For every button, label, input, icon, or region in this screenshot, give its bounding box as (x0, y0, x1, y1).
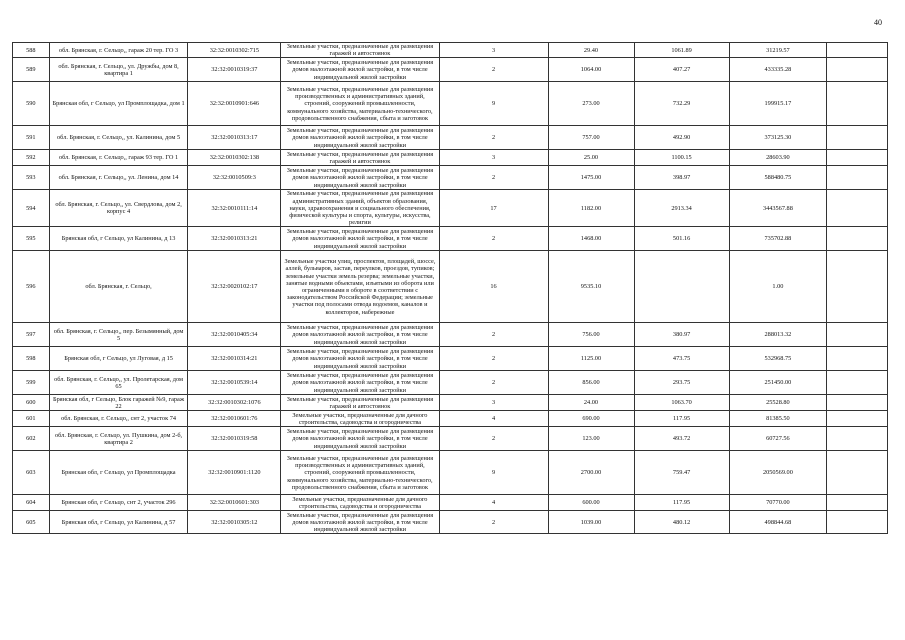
cadastral-number-cell: 32:32:0010302:138 (188, 150, 281, 166)
address-cell: обл. Брянская, г. Сельцо,, ул. Свердлова, дом 2, корпус 4 (49, 190, 188, 227)
address-cell: Брянская обл, г Сельцо, ул Калинина, д 13 (49, 227, 188, 251)
land-use-cell: Земельные участки, предназначенные для размещения домов малоэтажной жилой застройки, в том числе индивидуальной жилой застройки (281, 58, 439, 82)
group-cell: 2 (439, 347, 548, 371)
cadastral-value-cell: 3443567.88 (729, 190, 826, 227)
blank-cell (827, 82, 888, 126)
rate-cell: 759.47 (634, 451, 729, 495)
group-cell: 4 (439, 495, 548, 511)
area-cell: 690.00 (548, 411, 634, 427)
address-cell: Брянская обл, г Сельцо, ул Промплощадка (49, 451, 188, 495)
rate-cell: 1061.89 (634, 43, 729, 58)
row-number-cell: 589 (13, 58, 50, 82)
address-cell: обл. Брянская, г. Сельцо,, пер. Безымянный, дом 5 (49, 323, 188, 347)
group-cell: 17 (439, 190, 548, 227)
area-cell: 756.00 (548, 323, 634, 347)
table-row (13, 166, 888, 190)
land-use-cell: Земельные участки, предназначенные для дачного строительства, садоводства и огородничества (281, 495, 439, 511)
cadastral-number-cell: 32:32:0010901:1120 (188, 451, 281, 495)
area-cell: 600.00 (548, 495, 634, 511)
table-row (13, 395, 888, 411)
group-cell: 9 (439, 82, 548, 126)
area-cell: 856.00 (548, 371, 634, 395)
address-cell: Брянская обл, г Сельцо, ул Промплощадка, дом 1 (49, 82, 188, 126)
blank-cell (827, 347, 888, 371)
table-row (13, 347, 888, 371)
cadastral-value-cell: 433335.28 (729, 58, 826, 82)
table-row (13, 427, 888, 451)
land-use-cell: Земельные участки, предназначенные для размещения домов малоэтажной жилой застройки, в том числе индивидуальной жилой застройки (281, 323, 439, 347)
cadastral-value-cell: 735702.88 (729, 227, 826, 251)
address-cell: Брянская обл, г Сельцо, ул Луговая, д 15 (49, 347, 188, 371)
blank-cell (827, 495, 888, 511)
group-cell: 2 (439, 371, 548, 395)
land-use-cell: Земельные участки, предназначенные для размещения производственных и административных зданий, строений, сооружений промышленности, коммунального хозяйства, материально-технического, продовольственного снабжения, сбыта и заготовок (281, 451, 439, 495)
blank-cell (827, 371, 888, 395)
table-row (13, 150, 888, 166)
area-cell: 273.00 (548, 82, 634, 126)
address-cell: обл. Брянская, г. Сельцо,, гараж 93 тер. ГО 1 (49, 150, 188, 166)
cadastral-value-cell: 81385.50 (729, 411, 826, 427)
land-use-cell: Земельные участки, предназначенные для размещения гаражей и автостоянок (281, 150, 439, 166)
rate-cell: 473.75 (634, 347, 729, 371)
row-number-cell: 598 (13, 347, 50, 371)
table-row (13, 58, 888, 82)
blank-cell (827, 511, 888, 534)
land-use-cell: Земельные участки, предназначенные для размещения производственных и административных зданий, строений, сооружений промышленности, коммунального хозяйства, материально-технического, продовольственного снабжения, сбыта и заготовок (281, 82, 439, 126)
cadastral-value-cell: 288013.32 (729, 323, 826, 347)
blank-cell (827, 251, 888, 323)
table-row (13, 227, 888, 251)
row-number-cell: 601 (13, 411, 50, 427)
rate-cell: 501.16 (634, 227, 729, 251)
group-cell: 4 (439, 411, 548, 427)
row-number-cell: 602 (13, 427, 50, 451)
area-cell: 1468.00 (548, 227, 634, 251)
rate-cell: 380.97 (634, 323, 729, 347)
cadastral-value-cell: 28603.90 (729, 150, 826, 166)
page-number: 40 (874, 18, 882, 27)
cadastral-value-cell: 70770.00 (729, 495, 826, 511)
area-cell: 1039.00 (548, 511, 634, 534)
row-number-cell: 594 (13, 190, 50, 227)
area-cell: 123.00 (548, 427, 634, 451)
cadastral-number-cell: 32:32:0010319:37 (188, 58, 281, 82)
blank-cell (827, 166, 888, 190)
area-cell: 25.00 (548, 150, 634, 166)
cadastral-number-cell: 32:32:0010305:12 (188, 511, 281, 534)
rate-cell: 2913.34 (634, 190, 729, 227)
rate-cell: 407.27 (634, 58, 729, 82)
address-cell: Брянская обл, г Сельцо, снт 2, участок 296 (49, 495, 188, 511)
cadastral-number-cell: 32:32:0010601:76 (188, 411, 281, 427)
group-cell: 9 (439, 451, 548, 495)
cadastral-number-cell: 32:32:0010319:58 (188, 427, 281, 451)
address-cell: обл. Брянская, г. Сельцо,, ул. Ленина, дом 14 (49, 166, 188, 190)
table-row (13, 251, 888, 323)
cadastral-value-cell: 498844.68 (729, 511, 826, 534)
cadastral-value-cell: 532968.75 (729, 347, 826, 371)
table-row (13, 495, 888, 511)
land-use-cell: Земельные участки, предназначенные для размещения домов малоэтажной жилой застройки, в том числе индивидуальной жилой застройки (281, 166, 439, 190)
rate-cell: 1100.15 (634, 150, 729, 166)
cadastral-value-table (12, 42, 888, 534)
row-number-cell: 597 (13, 323, 50, 347)
group-cell: 16 (439, 251, 548, 323)
area-cell: 24.00 (548, 395, 634, 411)
land-use-cell: Земельные участки, предназначенные для дачного строительства, садоводства и огородничества (281, 411, 439, 427)
cadastral-value-cell: 60727.56 (729, 427, 826, 451)
rate-cell: 492.90 (634, 126, 729, 150)
land-use-cell: Земельные участки, предназначенные для размещения административных зданий, объектов образования, науки, здравоохранения и социального обеспечения, физической культуры и спорта, культуры, искусства, религии (281, 190, 439, 227)
table-row (13, 451, 888, 495)
area-cell: 9535.10 (548, 251, 634, 323)
cadastral-value-cell: 25528.80 (729, 395, 826, 411)
address-cell: Брянская обл, г Сельцо, Блок гаражей №9, гараж 22 (49, 395, 188, 411)
blank-cell (827, 58, 888, 82)
blank-cell (827, 411, 888, 427)
blank-cell (827, 190, 888, 227)
cadastral-number-cell: 32:32:0010111:14 (188, 190, 281, 227)
group-cell: 3 (439, 395, 548, 411)
row-number-cell: 595 (13, 227, 50, 251)
row-number-cell: 599 (13, 371, 50, 395)
table-row (13, 43, 888, 58)
area-cell: 757.00 (548, 126, 634, 150)
rate-cell: 732.29 (634, 82, 729, 126)
table-row (13, 323, 888, 347)
area-cell: 1475.00 (548, 166, 634, 190)
land-use-cell: Земельные участки улиц, проспектов, площадей, шоссе, аллей, бульваров, застав, переулков, проездов, тупиков; земельные участки земель резерва; земельные участки, занятые водными объектами, изъятыми из оборота или ограниченными в обороте в соответствии с законодательством Российской Федерации; земельные участки под полосами отвода водоемов, каналов и коллекторов, набережные (281, 251, 439, 323)
address-cell: обл. Брянская, г. Сельцо, ул. Пушкина, дом 2-б, квартира 2 (49, 427, 188, 451)
group-cell: 2 (439, 511, 548, 534)
table-row (13, 371, 888, 395)
row-number-cell: 604 (13, 495, 50, 511)
blank-cell (827, 451, 888, 495)
rate-cell: 1063.70 (634, 395, 729, 411)
group-cell: 3 (439, 43, 548, 58)
cadastral-number-cell: 32:32:0010901:646 (188, 82, 281, 126)
area-cell: 1182.00 (548, 190, 634, 227)
rate-cell: 117.95 (634, 411, 729, 427)
cadastral-value-cell: 199915.17 (729, 82, 826, 126)
group-cell: 2 (439, 323, 548, 347)
rate-cell: 293.75 (634, 371, 729, 395)
cadastral-number-cell: 32:32:0010601:303 (188, 495, 281, 511)
area-cell: 2700.00 (548, 451, 634, 495)
group-cell: 2 (439, 126, 548, 150)
row-number-cell: 591 (13, 126, 50, 150)
cadastral-value-cell: 588480.75 (729, 166, 826, 190)
row-number-cell: 605 (13, 511, 50, 534)
row-number-cell: 603 (13, 451, 50, 495)
group-cell: 2 (439, 58, 548, 82)
group-cell: 3 (439, 150, 548, 166)
group-cell: 2 (439, 427, 548, 451)
row-number-cell: 593 (13, 166, 50, 190)
rate-cell: 480.12 (634, 511, 729, 534)
table-row (13, 82, 888, 126)
blank-cell (827, 150, 888, 166)
rate-cell (634, 251, 729, 323)
cadastral-number-cell: 32:32:0010302:1076 (188, 395, 281, 411)
rate-cell: 398.97 (634, 166, 729, 190)
blank-cell (827, 126, 888, 150)
cadastral-number-cell: 32:32:0010539:14 (188, 371, 281, 395)
land-use-cell: Земельные участки, предназначенные для размещения гаражей и автостоянок (281, 43, 439, 58)
table-row (13, 511, 888, 534)
cadastral-value-cell: 1.00 (729, 251, 826, 323)
address-cell: обл. Брянская, г. Сельцо,, ул. Пролетарская, дом 65 (49, 371, 188, 395)
row-number-cell: 600 (13, 395, 50, 411)
table-row (13, 411, 888, 427)
land-use-cell: Земельные участки, предназначенные для размещения домов малоэтажной жилой застройки, в том числе индивидуальной жилой застройки (281, 227, 439, 251)
land-use-cell: Земельные участки, предназначенные для размещения домов малоэтажной жилой застройки, в том числе индивидуальной жилой застройки (281, 511, 439, 534)
row-number-cell: 588 (13, 43, 50, 58)
cadastral-number-cell: 32:32:0010313:17 (188, 126, 281, 150)
group-cell: 2 (439, 227, 548, 251)
address-cell: Брянская обл, г Сельцо, ул Калинина, д 57 (49, 511, 188, 534)
land-use-cell: Земельные участки, предназначенные для размещения домов малоэтажной жилой застройки, в том числе индивидуальной жилой застройки (281, 427, 439, 451)
area-cell: 1125.00 (548, 347, 634, 371)
blank-cell (827, 227, 888, 251)
rate-cell: 117.95 (634, 495, 729, 511)
cadastral-number-cell: 32:32:0010405:34 (188, 323, 281, 347)
address-cell: обл. Брянская, г. Сельцо,, ул. Дружбы, дом 8, квартира 1 (49, 58, 188, 82)
table-row (13, 126, 888, 150)
blank-cell (827, 395, 888, 411)
land-use-cell: Земельные участки, предназначенные для размещения домов малоэтажной жилой застройки, в том числе индивидуальной жилой застройки (281, 126, 439, 150)
address-cell: обл. Брянская, г. Сельцо,, снт 2, участок 74 (49, 411, 188, 427)
group-cell: 2 (439, 166, 548, 190)
row-number-cell: 592 (13, 150, 50, 166)
blank-cell (827, 323, 888, 347)
table-row (13, 190, 888, 227)
address-cell: обл. Брянская, г. Сельцо, (49, 251, 188, 323)
cadastral-number-cell: 32:32:0010313:21 (188, 227, 281, 251)
blank-cell (827, 427, 888, 451)
land-use-cell: Земельные участки, предназначенные для размещения домов малоэтажной жилой застройки, в том числе индивидуальной жилой застройки (281, 371, 439, 395)
row-number-cell: 596 (13, 251, 50, 323)
cadastral-value-cell: 31219.57 (729, 43, 826, 58)
cadastral-number-cell: 32:32:0010509:3 (188, 166, 281, 190)
rate-cell: 493.72 (634, 427, 729, 451)
address-cell: обл. Брянская, г. Сельцо,, ул. Калинина, дом 5 (49, 126, 188, 150)
cadastral-number-cell: 32:32:0010302:715 (188, 43, 281, 58)
address-cell: обл. Брянская, г. Сельцо,, гараж 20 тер. ГО 3 (49, 43, 188, 58)
area-cell: 29.40 (548, 43, 634, 58)
cadastral-value-cell: 2050569.00 (729, 451, 826, 495)
cadastral-number-cell: 32:32:0020102:17 (188, 251, 281, 323)
cadastral-value-cell: 251450.00 (729, 371, 826, 395)
land-use-cell: Земельные участки, предназначенные для размещения домов малоэтажной жилой застройки, в том числе индивидуальной жилой застройки (281, 347, 439, 371)
row-number-cell: 590 (13, 82, 50, 126)
land-use-cell: Земельные участки, предназначенные для размещения гаражей и автостоянок (281, 395, 439, 411)
blank-cell (827, 43, 888, 58)
area-cell: 1064.00 (548, 58, 634, 82)
cadastral-value-cell: 373125.30 (729, 126, 826, 150)
cadastral-number-cell: 32:32:0010314:21 (188, 347, 281, 371)
